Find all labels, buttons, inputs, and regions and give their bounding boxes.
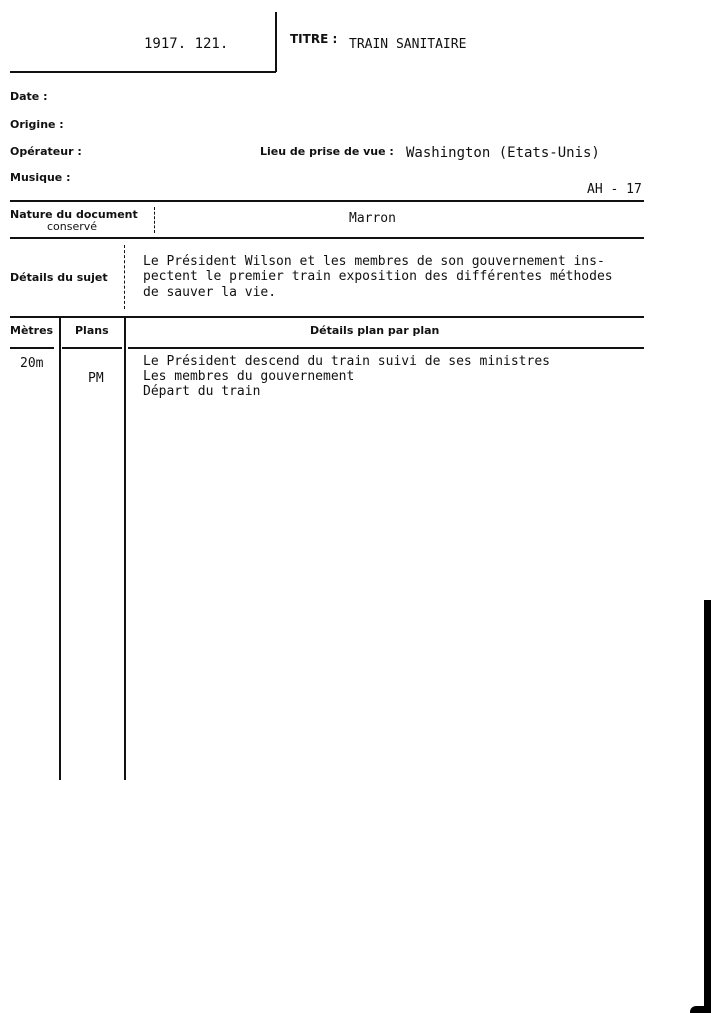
archive-code: AH - 17 xyxy=(587,182,642,197)
table-row-1-plans: PM xyxy=(88,371,104,386)
header-divider-horizontal xyxy=(10,71,276,73)
nature-label-line2: conservé xyxy=(47,220,98,233)
rule-under-headers-plans xyxy=(62,347,122,349)
musique-label: Musique : xyxy=(10,171,71,184)
sujet-line-3: de sauver la vie. xyxy=(143,285,277,300)
lieu-label: Lieu de prise de vue : xyxy=(260,145,394,158)
reference-number: 1917. 121. xyxy=(144,36,229,52)
date-label: Date : xyxy=(10,90,48,103)
scan-edge-bottom xyxy=(690,1006,711,1013)
lieu-value: Washington (Etats-Unis) xyxy=(406,145,600,161)
sujet-label: Détails du sujet xyxy=(10,271,108,284)
table-row-1-metres: 20m xyxy=(20,356,44,371)
rule-bottom-nature xyxy=(10,237,644,239)
nature-value: Marron xyxy=(349,211,396,226)
table-row-2-details: Les membres du gouvernement xyxy=(143,369,355,384)
column-divider-1 xyxy=(59,318,61,780)
title-value: TRAIN SANITAIRE xyxy=(349,37,467,52)
rule-under-headers-metres xyxy=(10,347,54,349)
title-label: TITRE : xyxy=(290,32,338,46)
column-header-details: Détails plan par plan xyxy=(310,324,440,337)
sujet-bracket xyxy=(124,245,127,309)
rule-top-nature xyxy=(10,200,644,202)
operateur-label: Opérateur : xyxy=(10,145,82,158)
table-row-1-details: Le Président descend du train suivi de ses ministres xyxy=(143,354,550,369)
rule-under-headers-details xyxy=(128,347,644,349)
sujet-line-1: Le Président Wilson et les membres de son gouvernement ins- xyxy=(143,254,605,269)
nature-bracket xyxy=(154,207,157,233)
column-header-metres: Mètres xyxy=(10,324,54,337)
sujet-line-2: pectent le premier train exposition des différentes méthodes xyxy=(143,269,613,284)
origine-label: Origine : xyxy=(10,118,64,131)
header-divider-vertical xyxy=(275,12,277,72)
scan-edge-right xyxy=(704,600,711,1013)
nature-label-line1: Nature du document xyxy=(10,208,138,221)
rule-top-table xyxy=(10,316,644,318)
column-divider-2 xyxy=(124,318,126,780)
table-row-3-details: Départ du train xyxy=(143,384,261,399)
column-header-plans: Plans xyxy=(75,324,109,337)
